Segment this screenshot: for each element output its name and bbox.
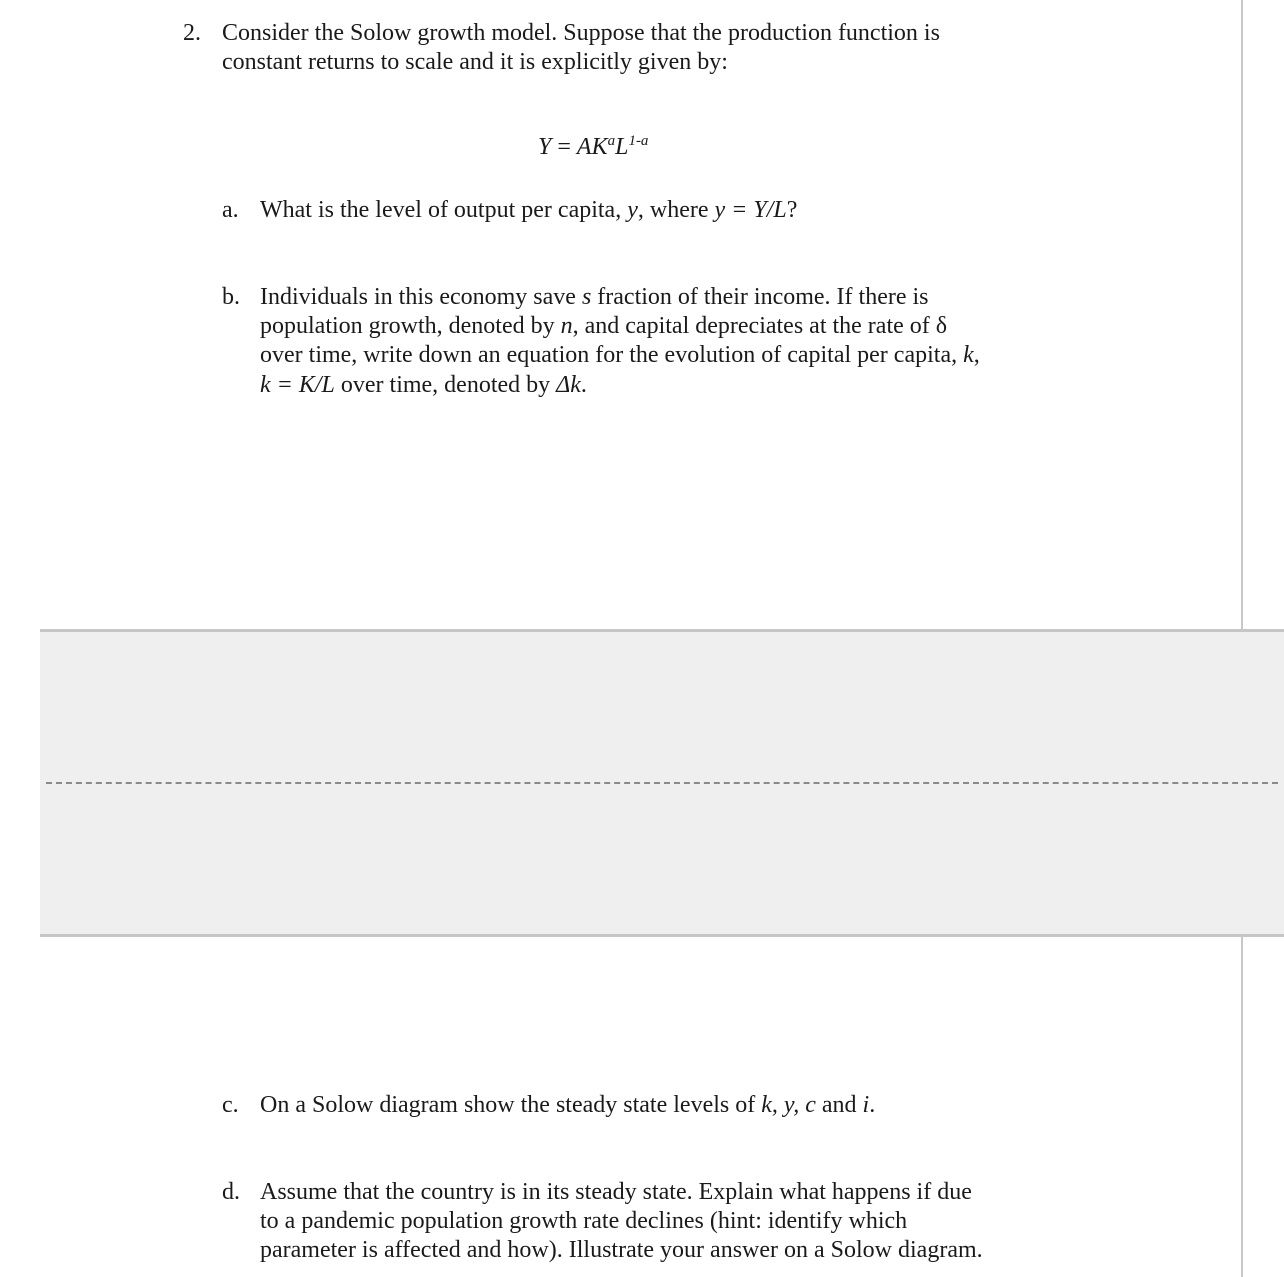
question-line-1: Consider the Solow growth model. Suppose that the production function is (222, 20, 940, 46)
page-gap (40, 629, 1284, 937)
pc-t2: and (815, 1092, 863, 1118)
pb-l4-t1: over time, denoted by (334, 372, 557, 398)
pb-l4-var: Δk (556, 372, 581, 398)
pc-t1: On a Solow diagram show the steady state levels of (260, 1092, 762, 1118)
part-a-var: y (627, 197, 638, 223)
part-c-text (260, 1091, 875, 1120)
pc-t3: . (869, 1092, 876, 1118)
pb-l1-t1: Individuals in this economy save (260, 284, 582, 310)
eq-exp1: a (607, 133, 616, 149)
question-number: 2. (183, 20, 201, 46)
part-a-t1: What is the level of output per capita, (260, 197, 628, 223)
page-break-divider (46, 782, 1278, 784)
pb-l2-t1: population growth, denoted by (260, 313, 561, 339)
pc-vars: k, y, c (761, 1092, 816, 1118)
part-d-line-3: parameter is affected and how). Illustrate your answer on a Solow diagram. (260, 1237, 983, 1263)
part-b-line-4 (260, 371, 587, 400)
question-line-2: constant returns to scale and it is explicitly given by: (222, 49, 728, 75)
eq-base2: L (615, 134, 629, 160)
eq-exp2: 1-a (628, 133, 649, 149)
pb-l3-t2: , (973, 342, 980, 368)
part-b-label: b. (222, 284, 240, 310)
part-c-label: c. (222, 1092, 239, 1118)
pb-l4-expr: k = K/L (260, 372, 335, 398)
pb-l1-var: s (581, 284, 592, 310)
part-b-line-2 (260, 312, 947, 341)
eq-sign: = (551, 134, 577, 160)
part-a-expr: y = Y/L (714, 197, 787, 223)
part-a-text (260, 196, 797, 225)
pb-l3-var: k (963, 342, 974, 368)
part-a-t2: , where (637, 197, 715, 223)
part-d-label: d. (222, 1179, 240, 1205)
pb-l4-t2: . (580, 372, 587, 398)
part-b-line-1 (260, 283, 929, 312)
eq-lhs: Y (538, 134, 552, 160)
part-a-t3: ? (786, 197, 798, 223)
part-a-label: a. (222, 197, 239, 223)
pb-l2-var: n (560, 313, 573, 339)
pc-var-i: i (862, 1092, 870, 1118)
part-d-line-1: Assume that the country is in its steady state. Explain what happens if due (260, 1179, 972, 1205)
production-function-equation (538, 133, 648, 161)
eq-base: AK (576, 134, 608, 160)
page-1 (0, 0, 1243, 629)
pb-l1-t2: fraction of their income. If there is (591, 284, 929, 310)
page-2 (0, 937, 1243, 1277)
part-b-line-3 (260, 341, 980, 370)
pb-l3-t1: over time, write down an equation for the evolution of capital per capita, (260, 342, 964, 368)
part-d-line-2: to a pandemic population growth rate declines (hint: identify which (260, 1208, 908, 1234)
pb-l2-t2: , and capital depreciates at the rate of δ (572, 313, 948, 339)
